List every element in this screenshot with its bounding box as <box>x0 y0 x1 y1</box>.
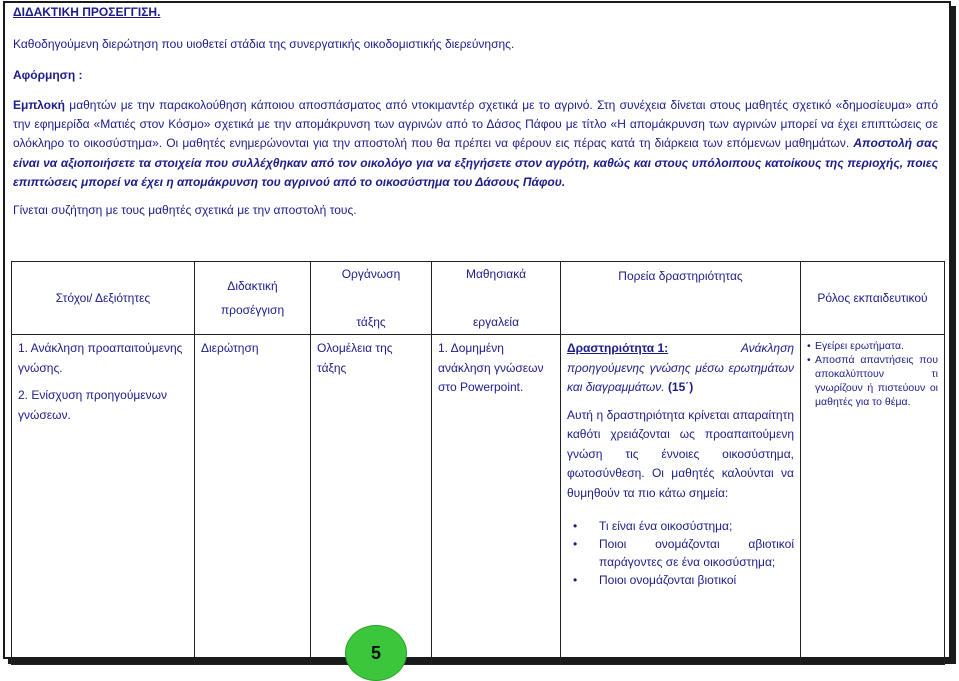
activity-name: Ανάκληση <box>740 341 794 355</box>
bullet-icon: • <box>807 354 811 366</box>
intro-text: μαθητών με την παρακολούθηση κάποιου αποσπάσματος από ντοκιμαντέρ σχετικά με το αγρινό. Στη συνέχεια δίνεται στους μαθητές σχετικό «δημοσίευμα» από την εφημερίδα «Ματιές στον Κόσμο» σχετικά με την απομάκρυνση των αγρινών από το Δάσος Πάφου με τίτλο «Η απομάκρυνση των αγρινών μπορεί να έχει επιπτώσεις σε ολόκληρο το οικοσύστημα». Οι μαθητές ενημερώνονται για την αποστολή που θα πρέπει να φέρουν εις πέρας κατά τη διάρκεια των επόμενων μαθημάτων. <box>13 98 938 151</box>
cell-tools: 1. Δομημένη ανάκληση γνώσεων στο Powerpoint. <box>432 335 561 665</box>
header-approach <box>195 262 311 335</box>
header-tools <box>432 262 561 335</box>
activity-heading <box>567 339 794 359</box>
activity-time: (15΄) <box>667 380 694 394</box>
header-role: Ρόλος εκπαιδευτικού <box>801 262 945 335</box>
discussion-text: Γίνεται συζήτηση με τους μαθητές σχετικά με την αποστολή τους. <box>13 203 357 217</box>
list-item <box>573 571 794 589</box>
header-goals: Στόχοι/ Δεξιότητες <box>12 262 195 335</box>
goal-item: 1. Ανάκληση προαπαιτούμενης γνώσης. <box>18 341 183 375</box>
cell-goals <box>12 335 195 665</box>
question-text: Τι είναι ένα οικοσύστημα; <box>599 519 733 533</box>
question-text: Ποιοι ονομάζονται βιοτικοί <box>599 573 737 587</box>
list-item <box>807 339 938 353</box>
bullet-icon: • <box>573 537 578 551</box>
list-item <box>807 353 938 409</box>
bullet-icon: • <box>573 573 578 587</box>
cell-organization: Ολομέλεια της τάξης <box>311 335 432 665</box>
table-row <box>12 335 945 665</box>
header-approach-line1: Διδακτική <box>227 279 278 293</box>
question-list <box>567 517 794 589</box>
page-subtitle: Καθοδηγούμενη διερώτηση που υιοθετεί στάδια της συνεργατικής οικοδομιστικής διερεύνησης. <box>13 37 515 51</box>
cell-approach: Διερώτηση <box>195 335 311 665</box>
goal-item: 2. Ενίσχυση προηγούμενων γνώσεων. <box>18 388 168 422</box>
question-text: Ποιοι ονομάζονται αβιοτικοί παράγοντες σε ένα οικοσύστημα; <box>599 537 794 569</box>
bullet-icon: • <box>807 340 811 352</box>
activity-body: Αυτή η δραστηριότητα κρίνεται απαραίτητη καθότι χρειάζονται ως προαπαιτούμενη γνώση τις έννοιες οικοσύστημα, φωτοσύνθεση. Οι μαθητές καλούνται να θυμηθούν τα πιο κάτω σημεία: <box>567 407 794 500</box>
header-org-line2: τάξης <box>356 315 386 329</box>
lesson-plan-table <box>11 261 945 665</box>
header-organization <box>311 262 432 335</box>
header-org-line1: Οργάνωση <box>341 267 401 281</box>
activity-description <box>567 359 794 398</box>
page-title: ΔΙΔΑΚΤΙΚΗ ΠΡΟΣΕΓΓΙΣΗ. <box>13 5 161 19</box>
page-number-badge: 5 <box>345 625 407 681</box>
table-header-row <box>12 262 945 335</box>
header-activity: Πορεία δραστηριότητας <box>561 262 801 335</box>
role-list <box>807 339 938 409</box>
activity-desc-text: προηγούμενης γνώσης μέσω ερωτημάτων και διαγραμμάτων. <box>567 360 794 394</box>
list-item <box>573 535 794 571</box>
bullet-icon: • <box>573 519 578 533</box>
cell-activity <box>561 335 801 665</box>
header-tools-line1: Μαθησιακά <box>465 267 527 281</box>
cell-role <box>801 335 945 665</box>
mission-text: Αποστολή σας είναι να αξιοποιήσετε τα στοιχεία που συλλέχθηκαν από τον οικολόγο για να εξηγήσετε στον αγρότη, καθώς και στους υπόλοιπους κατοίκους της περιοχής, ποιες επιπτώσεις μπορεί να έχει η απομάκρυνση του αγρινού από το οικοσύστημα του Δάσους Πάφου. <box>13 136 938 189</box>
intro-paragraph <box>13 96 938 192</box>
list-item <box>573 517 794 535</box>
role-text: Αποσπά απαντήσεις που αποκαλύπτουν τι γνωρίζουν ή πιστεύουν οι μαθητές για το θέμα. <box>815 354 938 408</box>
activity-label: Δραστηριότητα 1: <box>567 341 669 355</box>
header-approach-line2: προσέγγιση <box>220 303 285 317</box>
intro-lead: Εμπλοκή <box>13 98 65 112</box>
afor-heading: Αφόρμηση : <box>13 68 83 82</box>
header-tools-line2: εργαλεία <box>472 315 520 329</box>
role-text: Εγείρει ερωτήματα. <box>815 340 904 352</box>
